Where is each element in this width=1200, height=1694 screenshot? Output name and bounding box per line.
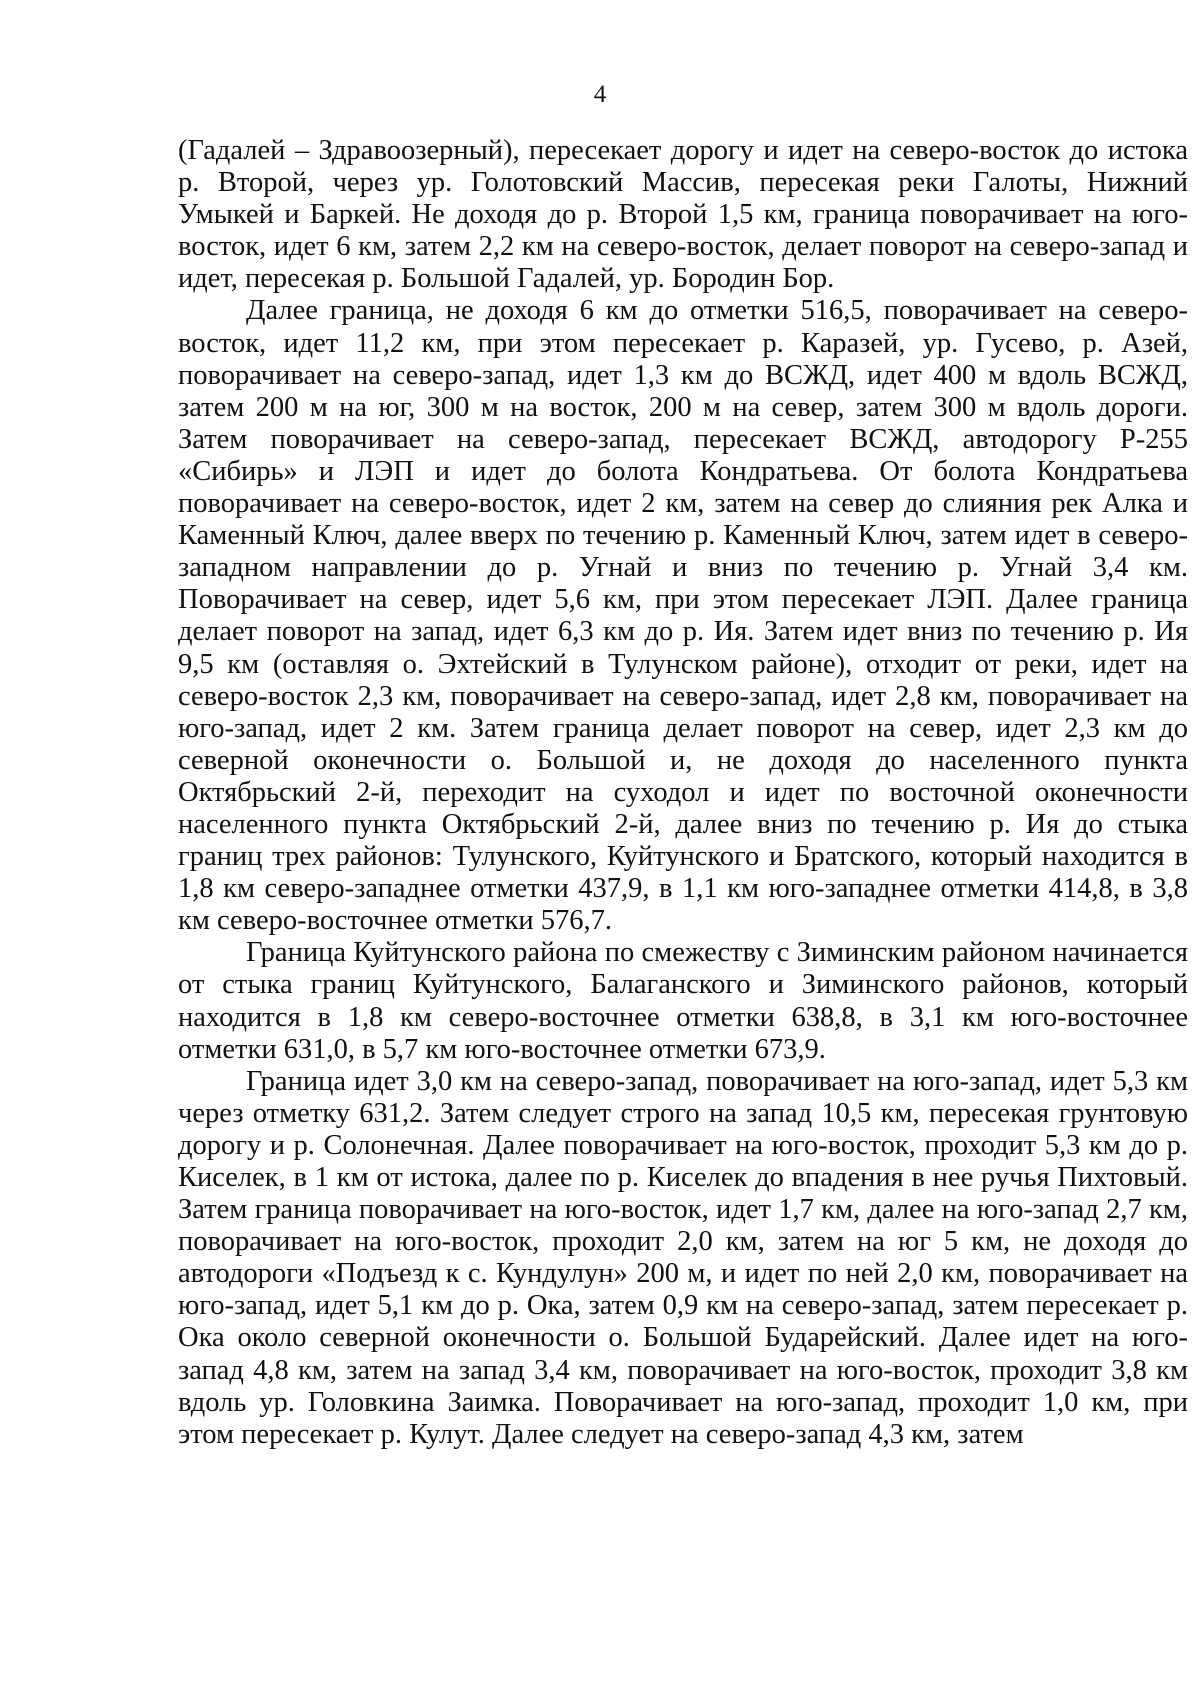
paragraph-1: (Гадалей – Здравоозерный), пересекает дорогу и идет на северо-восток до истока р. Второй, через ур. Голотовский Массив, пересекая реки Галоты, Нижний Умыкей и Баркей. Не доходя до р. Второй 1,5 км, граница поворачивает на юго-восток, идет 6 км, затем 2,2 км на северо-восток, делает поворот на северо-запад и идет, пересекая р. Большой Гадалей, ур. Бородин Бор.: [178, 135, 1188, 295]
document-body: [178, 135, 1188, 1451]
paragraph-2: Далее граница, не доходя 6 км до отметки 516,5, поворачивает на северо-восток, идет 11,2 км, при этом пересекает р. Каразей, ур. Гусево, р. Азей, поворачивает на северо-запад, идет 1,3 км до ВСЖД, идет 400 м вдоль ВСЖД, затем 200 м на юг, 300 м на восток, 200 м на север, затем 300 м вдоль дороги. Затем поворачивает на северо-запад, пересекает ВСЖД, автодорогу Р-255 «Сибирь» и ЛЭП и идет до болота Кондратьева. От болота Кондратьева поворачивает на северо-восток, идет 2 км, затем на север до слияния рек Алка и Каменный Ключ, далее вверх по течению р. Каменный Ключ, затем идет в северо-западном направлении до р. Угнай и вниз по течению р. Угнай 3,4 км. Поворачивает на север, идет 5,6 км, при этом пересекает ЛЭП. Далее граница делает поворот на запад, идет 6,3 км до р. Ия. Затем идет вниз по течению р. Ия 9,5 км (оставляя о. Эхтейский в Тулунском районе), отходит от реки, идет на северо-восток 2,3 км, поворачивает на северо-запад, идет 2,8 км, поворачивает на юго-запад, идет 2 км. Затем граница делает поворот на север, идет 2,3 км до северной оконечности о. Большой и, не доходя до населенного пункта Октябрьский 2-й, переходит на суходол и идет по восточной оконечности населенного пункта Октябрьский 2-й, далее вниз по течению р. Ия до стыка границ трех районов: Тулунского, Куйтунского и Братского, который находится в 1,8 км северо-западнее отметки 437,9, в 1,1 км юго-западнее отметки 414,8, в 3,8 км северо-восточнее отметки 576,7.: [178, 295, 1188, 937]
paragraph-4: Граница идет 3,0 км на северо-запад, поворачивает на юго-запад, идет 5,3 км через отметку 631,2. Затем следует строго на запад 10,5 км, пересекая грунтовую дорогу и р. Солонечная. Далее поворачивает на юго-восток, проходит 5,3 км до р. Киселек, в 1 км от истока, далее по р. Киселек до впадения в нее ручья Пихтовый. Затем граница поворачивает на юго-восток, идет 1,7 км, далее на юго-запад 2,7 км, поворачивает на юго-восток, проходит 2,0 км, затем на юг 5 км, не доходя до автодороги «Подъезд к с. Кундулун» 200 м, и идет по ней 2,0 км, поворачивает на юго-запад, идет 5,1 км до р. Ока, затем 0,9 км на северо-запад, затем пересекает р. Ока около северной оконечности о. Большой Бударейский. Далее идет на юго-запад 4,8 км, затем на запад 3,4 км, поворачивает на юго-восток, проходит 3,8 км вдоль ур. Головкина Заимка. Поворачивает на юго-запад, проходит 1,0 км, при этом пересекает р. Кулут. Далее следует на северо-запад 4,3 км, затем: [178, 1065, 1188, 1450]
paragraph-3: Граница Куйтунского района по смежеству с Зиминским районом начинается от стыка границ Куйтунского, Балаганского и Зиминского районов, который находится в 1,8 км северо-восточнее отметки 638,8, в 3,1 км юго-восточнее отметки 631,0, в 5,7 км юго-восточнее отметки 673,9.: [178, 937, 1188, 1065]
page-number: 4: [593, 81, 607, 108]
